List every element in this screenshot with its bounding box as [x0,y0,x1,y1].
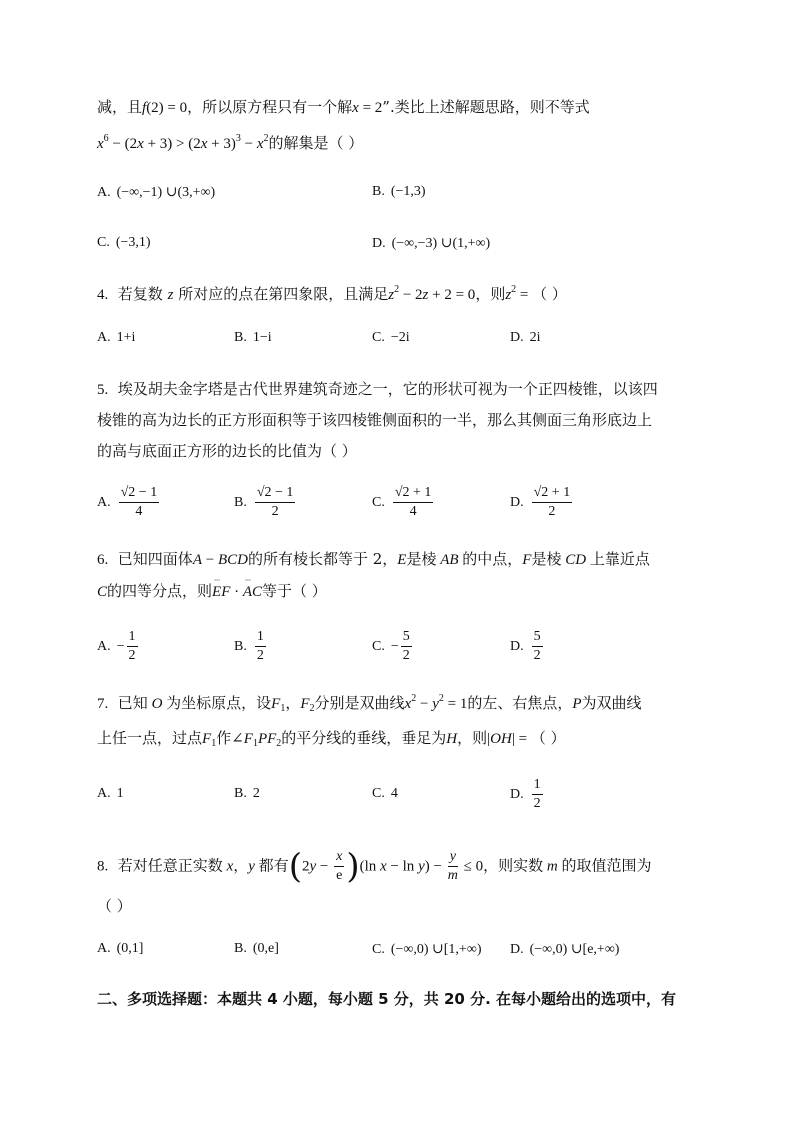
q5-line3: 的高与底面正方形的边长的比值为（ ） [97,442,357,460]
q8-option-c: C. (−∞,0) ∪[1,+∞) [372,941,482,957]
q7-line2: 上任一点，过点$F_1$作$\angle F_1PF_2$的平分线的垂线，垂足为H，则|OH| = （ ） [97,729,566,749]
q6-option-b: B. $\frac{1}{2}$ [234,629,264,663]
q4-stem: 4. 若复数 z 所对应的点在第四象限，且满足$z^2 - 2z + 2 = 0$，则$z^2$ = （ ） [97,284,567,303]
q6-option-c: C. − $\frac{5}{2}$ [372,629,410,663]
q3-line2: $x^6 - (2x + 3) > (2x + 3)^3 - x^2$的解集是（ ） [97,133,364,152]
q8-option-b: B. (0,e] [234,941,279,956]
q8-option-a: A. (0,1] [97,941,144,956]
q7-option-d: D. $\frac{1}{2}$ [510,777,541,811]
q4-option-a: A. 1+i [97,330,136,345]
q4-option-b: B. 1−i [234,330,272,345]
q8-option-d: D. (−∞,0) ∪[e,+∞) [510,941,620,957]
q3-option-b: B. (−1,3) [372,184,426,199]
q6-option-d: D. $\frac{5}{2}$ [510,629,541,663]
q5-option-c: C. $\frac{√2 + 1}{4}$ [372,485,432,519]
q6-option-a: A. − $\frac{1}{2}$ [97,629,136,663]
q3-option-d: D. (−∞,−3) ∪(1,+∞) [372,235,491,251]
q7-option-b: B. 2 [234,786,260,801]
q5-option-b: B. $\frac{√2 - 1}{2}$ [234,485,294,519]
q5-option-d: D. $\frac{√2 + 1}{2}$ [510,485,571,519]
q7-option-a: A. 1 [97,786,124,801]
q5-option-a: A. $\frac{√2 - 1}{4}$ [97,485,158,519]
q4-option-c: C. −2i [372,330,410,345]
q6-line1: 6. 已知四面体A − BCD的所有棱长都等于 2，E是棱 AB 的中点，F是棱 CD 上靠近点 [97,550,650,568]
q3-option-a: A. (−∞,−1) ∪(3,+∞) [97,184,216,200]
section-2-heading: 二、多项选择题：本题共 4 小题，每小题 5 分，共 20 分. 在每小题给出的选项中，有 [97,990,677,1008]
q7-option-c: C. 4 [372,786,398,801]
q8-line2: （ ） [97,897,132,915]
q5-line1: 5. 埃及胡夫金字塔是古代世界建筑奇迹之一，它的形状可视为一个正四棱锥，以该四 [97,380,658,398]
q3-option-c: C. (−3,1) [97,235,151,250]
q7-line1: 7. 已知 O 为坐标原点，设$F_1$，$F_2$分别是双曲线$x^2 - y^2 = 1$的左、右焦点，P为双曲线 [97,693,642,714]
q3-line1: 减，且f(2) = 0，所以原方程只有一个解x = 2”.类比上述解题思路，则不等式 [97,98,590,116]
q8-stem: 8. 若对任意正实数 x，y 都有(2y − $\frac{x}{e}$ )(ln x − ln y) − $\frac{y}{m}$ ≤ 0，则实数 m 的取值范围为 [97,846,652,887]
q6-line2: C的四等分点，则˙˙˙ EF · ˙˙˙ AC等于（ ） [97,580,327,603]
q5-line2: 棱锥的高为边长的正方形面积等于该四棱锥侧面积的一半，那么其侧面三角形底边上 [97,411,653,429]
q4-option-d: D. 2i [510,330,541,345]
